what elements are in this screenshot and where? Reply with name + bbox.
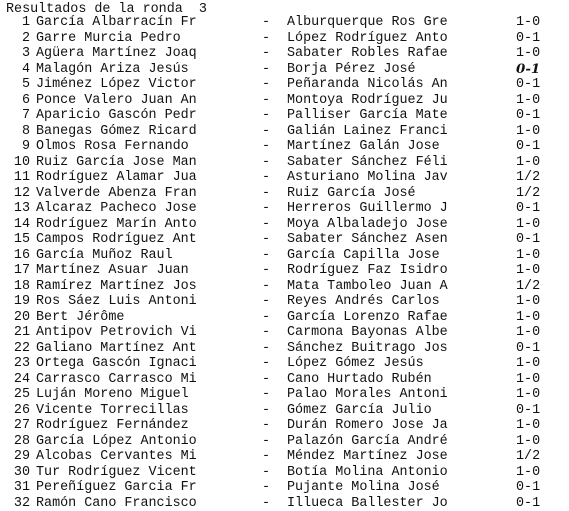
pairing-row	[4, 341, 565, 357]
black-player-name: Galián Lainez Franci	[287, 124, 487, 140]
board-number: 18	[4, 279, 30, 295]
black-player-name: García Capilla Jose	[287, 248, 487, 264]
pairing-row	[4, 418, 565, 434]
board-number: 6	[4, 93, 30, 109]
board-number: 23	[4, 356, 30, 372]
separator-dash: -	[262, 325, 272, 341]
separator-dash: -	[262, 341, 272, 357]
white-player-name: Agüera Martínez Joaq	[36, 46, 241, 62]
black-player-name: Montoya Rodríguez Ju	[287, 93, 487, 109]
white-player-name: Martínez Asuar Juan	[36, 263, 241, 279]
board-number: 19	[4, 294, 30, 310]
separator-dash: -	[262, 465, 272, 481]
board-number: 20	[4, 310, 30, 326]
black-player-name: Asturiano Molina Jav	[287, 170, 487, 186]
separator-dash: -	[262, 356, 272, 372]
black-player-name: Sánchez Buitrago Jos	[287, 341, 487, 357]
pairing-row	[4, 356, 565, 372]
black-player-name: Carmona Bayonas Albe	[287, 325, 487, 341]
white-player-name: Ramírez Martínez Jos	[36, 279, 241, 295]
pairing-row	[4, 62, 565, 78]
pairing-row	[4, 480, 565, 496]
black-player-name: Rodríguez Faz Isidro	[287, 263, 487, 279]
separator-dash: -	[262, 449, 272, 465]
white-player-name: Ruiz García Jose Man	[36, 155, 241, 171]
pairing-row	[4, 46, 565, 62]
black-player-name: Illueca Ballester Jo	[287, 496, 487, 511]
board-number: 30	[4, 465, 30, 481]
white-player-name: Rodríguez Alamar Jua	[36, 170, 241, 186]
board-number: 29	[4, 449, 30, 465]
white-player-name: Carrasco Carrasco Mi	[36, 372, 241, 388]
game-result: 0-1	[516, 341, 556, 357]
separator-dash: -	[262, 46, 272, 62]
board-number: 4	[4, 62, 30, 78]
pairing-row	[4, 232, 565, 248]
pairing-row	[4, 201, 565, 217]
black-player-name: Pujante Molina José	[287, 480, 487, 496]
game-result: 1/2	[516, 186, 556, 202]
board-number: 17	[4, 263, 30, 279]
pairing-row	[4, 434, 565, 450]
separator-dash: -	[262, 263, 272, 279]
game-result: 1-0	[516, 465, 556, 481]
white-player-name: Alcaraz Pacheco Jose	[36, 201, 241, 217]
black-player-name: López Gómez Jesús	[287, 356, 487, 372]
separator-dash: -	[262, 232, 272, 248]
game-result: 1-0	[516, 124, 556, 140]
white-player-name: Campos Rodríguez Ant	[36, 232, 241, 248]
game-result: 1-0	[516, 15, 556, 31]
white-player-name: Ros Sáez Luis Antoni	[36, 294, 241, 310]
pairing-row	[4, 15, 565, 31]
game-result: 1-0	[516, 387, 556, 403]
game-result: 0-1	[516, 31, 556, 47]
board-number: 25	[4, 387, 30, 403]
game-result: 1-0	[516, 93, 556, 109]
game-result: 0-1	[516, 232, 556, 248]
white-player-name: Malagón Ariza Jesús	[36, 62, 241, 78]
page-title: Resultados de la ronda 3	[6, 2, 207, 17]
board-number: 13	[4, 201, 30, 217]
game-result: 1-0	[516, 372, 556, 388]
separator-dash: -	[262, 434, 272, 450]
board-number: 8	[4, 124, 30, 140]
pairings-list	[4, 15, 565, 511]
pairing-row	[4, 31, 565, 47]
black-player-name: Borja Pérez José	[287, 62, 487, 78]
board-number: 3	[4, 46, 30, 62]
black-player-name: Gómez García Julio	[287, 403, 487, 419]
pairing-row	[4, 449, 565, 465]
board-number: 1	[4, 15, 30, 31]
black-player-name: López Rodríguez Anto	[287, 31, 487, 47]
game-result: 1-0	[516, 46, 556, 62]
separator-dash: -	[262, 15, 272, 31]
pairing-row	[4, 465, 565, 481]
white-player-name: Bert Jérôme	[36, 310, 241, 326]
pairing-row	[4, 186, 565, 202]
board-number: 11	[4, 170, 30, 186]
white-player-name: Galiano Martínez Ant	[36, 341, 241, 357]
pairing-row	[4, 310, 565, 326]
pairing-row	[4, 263, 565, 279]
white-player-name: García Muñoz Raul	[36, 248, 241, 264]
game-result: 1-0	[516, 263, 556, 279]
board-number: 2	[4, 31, 30, 47]
separator-dash: -	[262, 124, 272, 140]
game-result: 1-0	[516, 325, 556, 341]
white-player-name: Rodríguez Fernández	[36, 418, 241, 434]
white-player-name: Alcobas Cervantes Mi	[36, 449, 241, 465]
black-player-name: Botía Molina Antonio	[287, 465, 487, 481]
game-result: 0-1	[516, 108, 556, 124]
white-player-name: García Albarracín Fr	[36, 15, 241, 31]
game-result: 0-1	[516, 139, 556, 155]
separator-dash: -	[262, 31, 272, 47]
separator-dash: -	[262, 294, 272, 310]
results-document	[4, 0, 565, 501]
pairing-row	[4, 139, 565, 155]
game-result: 0-1	[516, 201, 556, 217]
black-player-name: Reyes Andrés Carlos	[287, 294, 487, 310]
white-player-name: Ponce Valero Juan An	[36, 93, 241, 109]
board-number: 16	[4, 248, 30, 264]
board-number: 21	[4, 325, 30, 341]
black-player-name: Cano Hurtado Rubén	[287, 372, 487, 388]
separator-dash: -	[262, 170, 272, 186]
game-result: 1-0	[516, 217, 556, 233]
separator-dash: -	[262, 279, 272, 295]
white-player-name: Olmos Rosa Fernando	[36, 139, 241, 155]
board-number: 9	[4, 139, 30, 155]
pairing-row	[4, 403, 565, 419]
pairing-row	[4, 108, 565, 124]
white-player-name: Tur Rodríguez Vicent	[36, 465, 241, 481]
board-number: 26	[4, 403, 30, 419]
board-number: 27	[4, 418, 30, 434]
separator-dash: -	[262, 480, 272, 496]
white-player-name: Garre Murcia Pedro	[36, 31, 241, 47]
pairing-row	[4, 496, 565, 511]
separator-dash: -	[262, 186, 272, 202]
black-player-name: Palao Morales Antoni	[287, 387, 487, 403]
white-player-name: Rodríguez Marín Anto	[36, 217, 241, 233]
game-result: 1-0	[516, 155, 556, 171]
pairing-row	[4, 387, 565, 403]
game-result: 1-0	[516, 310, 556, 326]
game-result: 1/2	[516, 170, 556, 186]
pairing-row	[4, 325, 565, 341]
board-number: 24	[4, 372, 30, 388]
pairing-row	[4, 279, 565, 295]
board-number: 22	[4, 341, 30, 357]
separator-dash: -	[262, 62, 272, 78]
game-result: 1-0	[516, 294, 556, 310]
black-player-name: Méndez Martínez Jose	[287, 449, 487, 465]
game-result: 1/2	[516, 449, 556, 465]
separator-dash: -	[262, 139, 272, 155]
separator-dash: -	[262, 248, 272, 264]
black-player-name: Sabater Robles Rafae	[287, 46, 487, 62]
black-player-name: Herreros Guillermo J	[287, 201, 487, 217]
black-player-name: Peñaranda Nicolás An	[287, 77, 487, 93]
board-number: 12	[4, 186, 30, 202]
game-result: 1-0	[516, 356, 556, 372]
pairing-row	[4, 77, 565, 93]
white-player-name: Luján Moreno Miguel	[36, 387, 241, 403]
separator-dash: -	[262, 77, 272, 93]
board-number: 31	[4, 480, 30, 496]
white-player-name: Ramón Cano Francisco	[36, 496, 241, 511]
separator-dash: -	[262, 155, 272, 171]
white-player-name: García López Antonio	[36, 434, 241, 450]
separator-dash: -	[262, 108, 272, 124]
game-result: 0-1	[516, 496, 556, 511]
board-number: 32	[4, 496, 30, 511]
white-player-name: Jiménez López Victor	[36, 77, 241, 93]
game-result: 0-1	[516, 62, 556, 78]
game-result: 0-1	[516, 77, 556, 93]
separator-dash: -	[262, 217, 272, 233]
white-player-name: Pereñíguez Garcia Fr	[36, 480, 241, 496]
board-number: 28	[4, 434, 30, 450]
board-number: 15	[4, 232, 30, 248]
pairing-row	[4, 248, 565, 264]
white-player-name: Valverde Abenza Fran	[36, 186, 241, 202]
pairing-row	[4, 155, 565, 171]
black-player-name: Palliser García Mate	[287, 108, 487, 124]
black-player-name: Ruiz García José	[287, 186, 487, 202]
black-player-name: Martínez Galán Jose	[287, 139, 487, 155]
board-number: 5	[4, 77, 30, 93]
game-result: 1-0	[516, 248, 556, 264]
board-number: 7	[4, 108, 30, 124]
separator-dash: -	[262, 418, 272, 434]
black-player-name: Durán Romero Jose Ja	[287, 418, 487, 434]
pairing-row	[4, 93, 565, 109]
black-player-name: Mata Tamboleo Juan A	[287, 279, 487, 295]
separator-dash: -	[262, 372, 272, 388]
black-player-name: Moya Albaladejo Jose	[287, 217, 487, 233]
separator-dash: -	[262, 403, 272, 419]
game-result: 0-1	[516, 403, 556, 419]
game-result: 1-0	[516, 434, 556, 450]
pairing-row	[4, 217, 565, 233]
white-player-name: Banegas Gómez Ricard	[36, 124, 241, 140]
board-number: 10	[4, 155, 30, 171]
pairing-row	[4, 124, 565, 140]
pairing-row	[4, 372, 565, 388]
game-result: 0-1	[516, 480, 556, 496]
black-player-name: García Lorenzo Rafae	[287, 310, 487, 326]
board-number: 14	[4, 217, 30, 233]
black-player-name: Palazón García André	[287, 434, 487, 450]
black-player-name: Sabater Sánchez Féli	[287, 155, 487, 171]
separator-dash: -	[262, 310, 272, 326]
white-player-name: Aparicio Gascón Pedr	[36, 108, 241, 124]
game-result: 1-0	[516, 418, 556, 434]
black-player-name: Sabater Sánchez Asen	[287, 232, 487, 248]
black-player-name: Alburquerque Ros Gre	[287, 15, 487, 31]
separator-dash: -	[262, 387, 272, 403]
separator-dash: -	[262, 201, 272, 217]
separator-dash: -	[262, 496, 272, 511]
white-player-name: Antipov Petrovich Vi	[36, 325, 241, 341]
separator-dash: -	[262, 93, 272, 109]
white-player-name: Vicente Torrecillas	[36, 403, 241, 419]
pairing-row	[4, 170, 565, 186]
white-player-name: Ortega Gascón Ignaci	[36, 356, 241, 372]
pairing-row	[4, 294, 565, 310]
game-result: 1/2	[516, 279, 556, 295]
